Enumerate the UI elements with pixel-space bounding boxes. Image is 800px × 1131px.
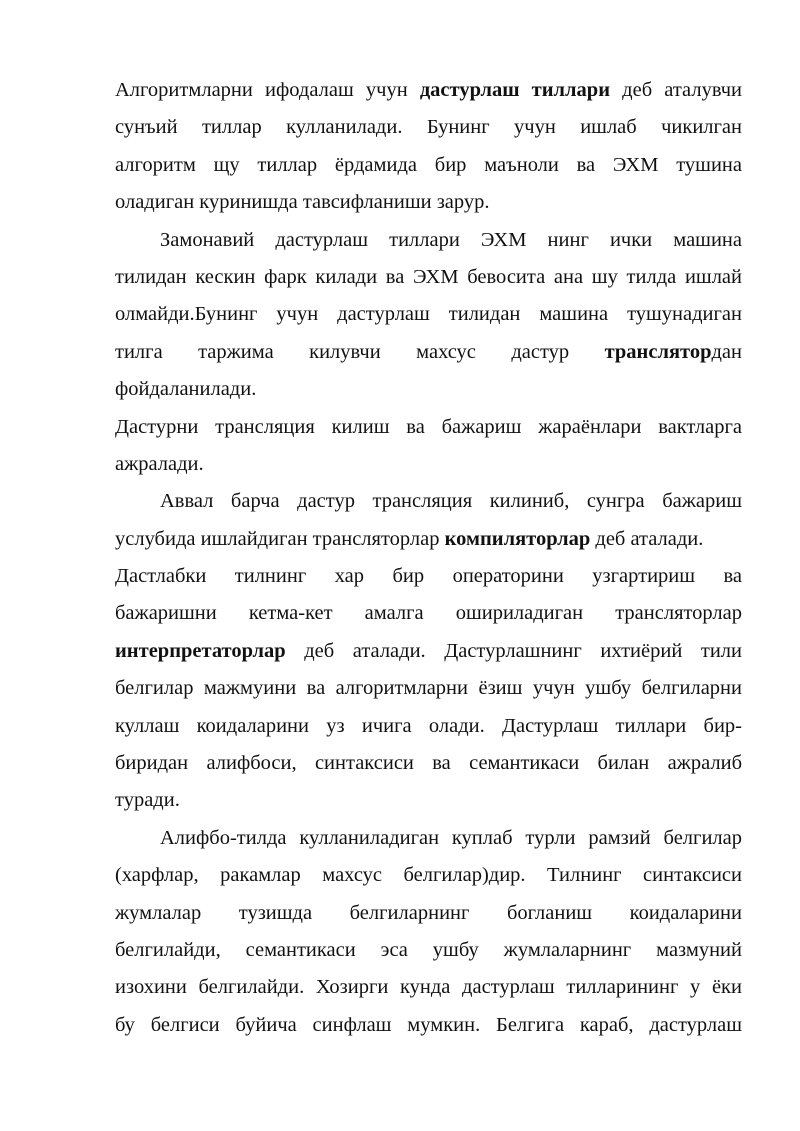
bold-term: дастурлаш тиллари bbox=[419, 79, 611, 101]
text-line: тилидан кескин фарк килади ва ЭХМ бевосита ана шу тилда ишлай bbox=[115, 265, 742, 288]
bold-term: компиляторлар bbox=[444, 527, 591, 550]
text-line: ажралади. bbox=[115, 452, 204, 475]
paragraph bbox=[115, 72, 742, 222]
text-line: бажаришни кетма-кет амалга ошириладиган трансляторлар bbox=[115, 602, 742, 625]
document-body bbox=[115, 72, 742, 1044]
text-line: Аввал барча дастур трансляция килиниб, сунгра бажариш bbox=[160, 490, 742, 513]
text-line: Дастурни трансляция килиш ва бажариш жараёнлари вактларга bbox=[115, 415, 742, 438]
text-line: сунъий тиллар кулланилади. Бунинг учун ишлаб чикилган bbox=[115, 116, 742, 139]
text-line: олмайди.Бунинг учун дастурлаш тилидан машина тушунадиган bbox=[115, 303, 742, 326]
text-segment: деб аталувчи bbox=[610, 79, 742, 101]
text-line bbox=[115, 521, 742, 558]
paragraph bbox=[115, 222, 742, 409]
text-line: жумлалар тузишда белгиларнинг богланиш коидаларини bbox=[115, 901, 742, 924]
text-line: Замонавий дастурлаш тиллари ЭХМ нинг ички машина bbox=[160, 228, 742, 251]
text-segment: Алгоритмларни ифодалаш учун bbox=[115, 79, 420, 101]
text-line: (харфлар, ракамлар махсус белгилар)дир. Тилнинг синтаксиси bbox=[115, 864, 742, 887]
text-segment: деб аталади. Дастурлашнинг ихтиёрий тили bbox=[285, 639, 742, 662]
text-line bbox=[115, 334, 742, 371]
paragraph bbox=[115, 409, 742, 484]
text-line: изохини белгилайди. Хозирги кунда дастурлаш тилларининг у ёки bbox=[115, 976, 742, 999]
text-line: бу белгиси буйича синфлаш мумкин. Белгига караб, дастурлаш bbox=[115, 1013, 742, 1036]
text-line: алгоритм щу тиллар ёрдамида бир маъноли ва ЭХМ тушина bbox=[115, 153, 742, 176]
document-page bbox=[115, 72, 742, 1044]
bold-term: транслятор bbox=[604, 340, 712, 363]
text-line: туради. bbox=[115, 789, 180, 812]
text-segment: услубида ишлайдиган трансляторлар bbox=[115, 527, 445, 550]
text-line: белгилайди, семантикаси эса ушбу жумлаларнинг мазмуний bbox=[115, 938, 742, 961]
text-line: оладиган куринишда тавсифланиши зарур. bbox=[115, 191, 490, 214]
text-line: куллаш коидаларини уз ичига олади. Дастурлаш тиллари бир- bbox=[115, 714, 742, 737]
text-line bbox=[115, 72, 742, 109]
text-line: белгилар мажмуини ва алгоритмларни ёзиш учун ушбу белгиларни bbox=[115, 677, 742, 700]
text-line: фойдаланилади. bbox=[115, 378, 257, 401]
text-line: Дастлабки тилнинг хар бир операторини узгартириш ва bbox=[115, 565, 742, 588]
paragraph bbox=[115, 820, 742, 1044]
text-segment: тилга таржима килувчи махсус дастур bbox=[115, 340, 605, 363]
text-segment: дан bbox=[711, 340, 742, 363]
paragraph bbox=[115, 483, 742, 820]
text-line: Алифбо-тилда кулланиладиган куплаб турли рамзий белгилар bbox=[160, 826, 742, 849]
text-line: биридан алифбоси, синтаксиси ва семантикаси билан ажралиб bbox=[115, 752, 742, 775]
text-line bbox=[115, 633, 742, 670]
bold-term: интерпретаторлар bbox=[115, 639, 286, 662]
text-segment: деб аталади. bbox=[590, 527, 704, 550]
